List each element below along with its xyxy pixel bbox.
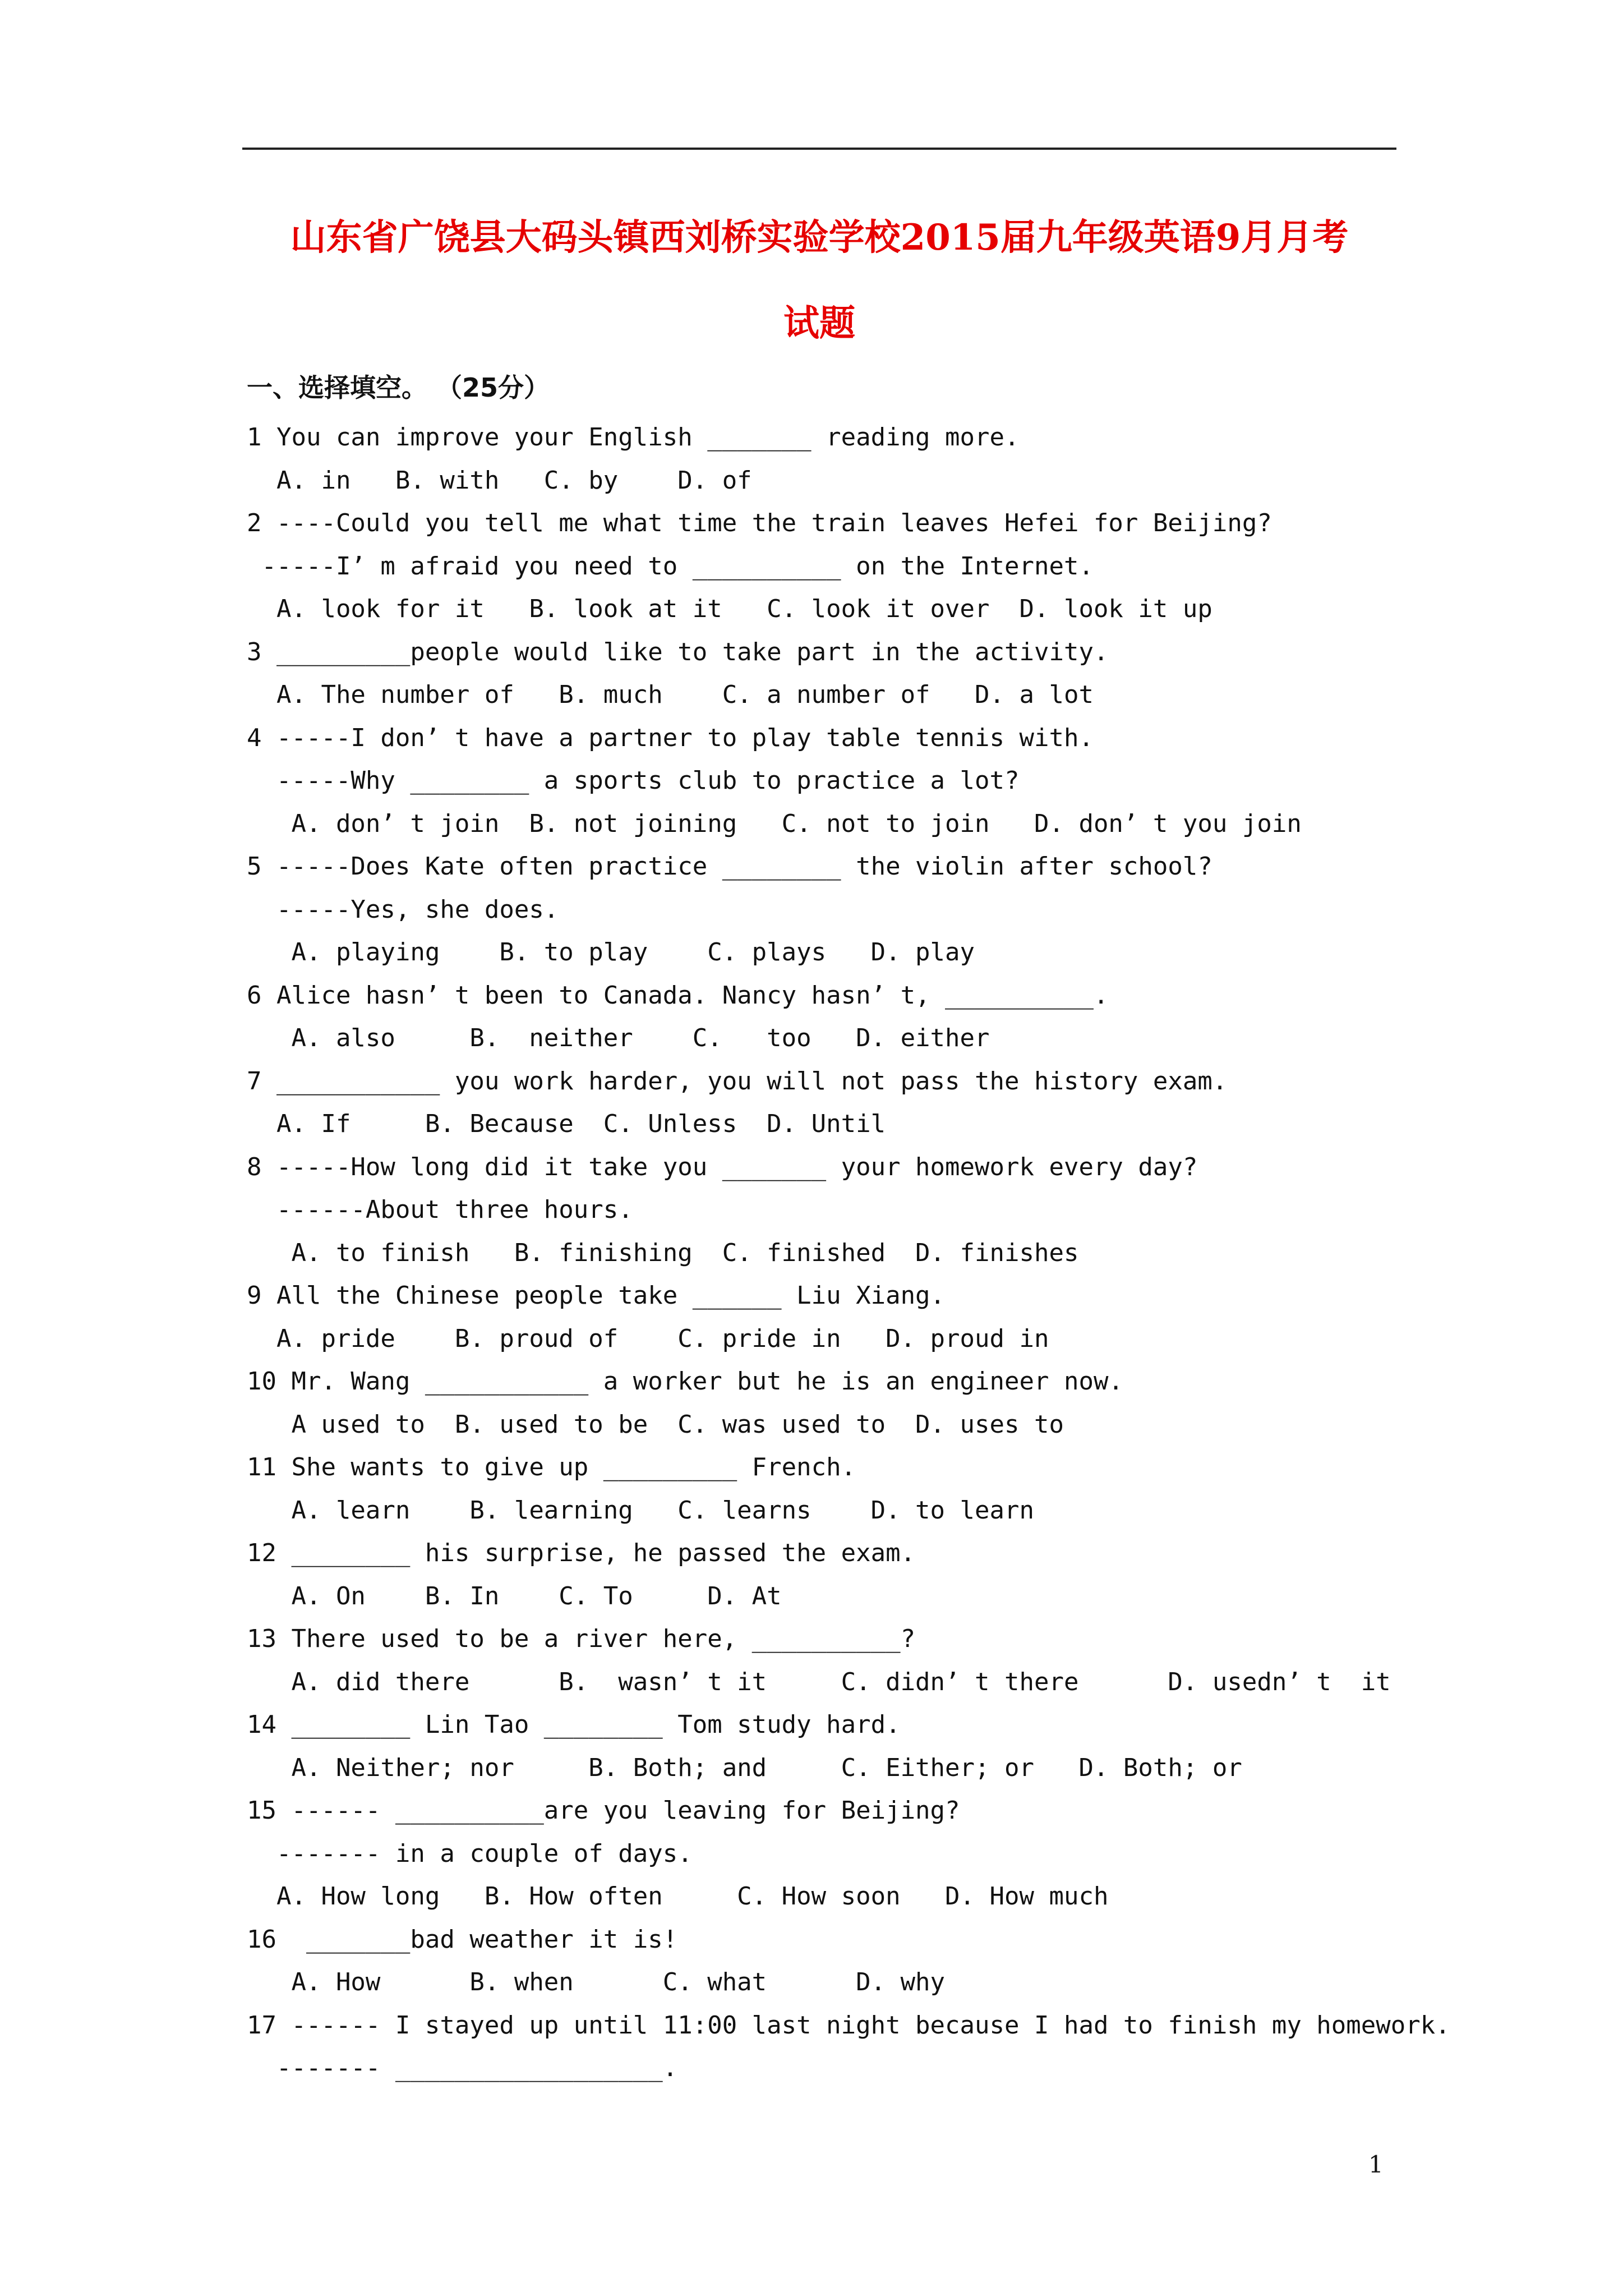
question-line: A. playing B. to play C. plays D. play xyxy=(247,938,975,967)
question-line: 13 There used to be a river here, __________? xyxy=(247,1625,916,1653)
document-title-line-1: 山东省广饶县大码头镇西刘桥实验学校2015届九年级英语9月月考 xyxy=(290,217,1349,259)
question-line: 16 _______bad weather it is! xyxy=(247,1925,678,1954)
question-line: 7 ___________ you work harder, you will not pass the history exam. xyxy=(247,1066,1228,1096)
question-line: 5 -----Does Kate often practice ________ the violin after school? xyxy=(247,852,1212,881)
question-line: 12 ________ his surprise, he passed the exam. xyxy=(247,1539,916,1567)
question-line: ------- __________________. xyxy=(247,2054,678,2082)
question-line: A. How long B. How often C. How soon D. How much xyxy=(247,1882,1109,1911)
question-line: A. pride B. proud of C. pride in D. proud in xyxy=(247,1324,1049,1353)
page-number: 1 xyxy=(1368,2151,1384,2178)
question-line: 14 ________ Lin Tao ________ Tom study hard. xyxy=(247,1710,901,1739)
question-line: -----Why ________ a sports club to practice a lot? xyxy=(247,766,1020,795)
question-line: A. On B. In C. To D. At xyxy=(247,1581,782,1611)
question-line: A. If B. Because C. Unless D. Until xyxy=(247,1110,886,1138)
question-line: 3 _________people would like to take part in the activity. xyxy=(247,637,1109,666)
question-list xyxy=(247,416,1450,2090)
question-line: ------- in a couple of days. xyxy=(247,1839,693,1868)
question-line: A. also B. neither C. too D. either xyxy=(247,1024,990,1052)
question-line: A. learn B. learning C. learns D. to learn xyxy=(247,1496,1034,1525)
question-line: 4 -----I don’ t have a partner to play table tennis with. xyxy=(247,723,1094,752)
question-line: 9 All the Chinese people take ______ Liu Xiang. xyxy=(247,1281,946,1310)
question-line: 8 -----How long did it take you _______ your homework every day? xyxy=(247,1152,1198,1181)
document-title-line-2: 试题 xyxy=(783,302,855,344)
question-line: A. The number of B. much C. a number of D. a lot xyxy=(247,680,1094,709)
question-line: -----Yes, she does. xyxy=(247,895,559,924)
header-rule xyxy=(242,148,1396,150)
question-line: 1 You can improve your English _______ reading more. xyxy=(247,423,1020,452)
question-line: A. in B. with C. by D. of xyxy=(247,466,752,495)
question-line: A used to B. used to be C. was used to D. uses to xyxy=(247,1410,1064,1439)
question-line: A. did there B. wasn’ t it C. didn’ t there D. usedn’ t it xyxy=(247,1667,1391,1696)
question-line: A. don’ t join B. not joining C. not to join D. don’ t you join xyxy=(247,809,1302,838)
question-line: -----I’ m afraid you need to __________ on the Internet. xyxy=(247,551,1094,581)
question-line: A. How B. when C. what D. why xyxy=(247,1968,946,1996)
question-line: ------About three hours. xyxy=(247,1195,633,1224)
question-line: 10 Mr. Wang ___________ a worker but he is an engineer now. xyxy=(247,1367,1123,1396)
question-line: A. Neither; nor B. Both; and C. Either; or D. Both; or xyxy=(247,1753,1242,1782)
question-line: A. look for it B. look at it C. look it over D. look it up xyxy=(247,595,1212,623)
question-line: A. to finish B. finishing C. finished D. finishes xyxy=(247,1238,1079,1267)
question-line: 17 ------ I stayed up until 11:00 last night because I had to finish my homework. xyxy=(247,2010,1450,2040)
section-heading: 一、选择填空。 （25分） xyxy=(247,372,550,403)
question-line: 6 Alice hasn’ t been to Canada. Nancy hasn’ t, __________. xyxy=(247,981,1109,1010)
question-line: 15 ------ __________are you leaving for Beijing? xyxy=(247,1796,960,1825)
question-line: 11 She wants to give up _________ French. xyxy=(247,1453,856,1481)
question-line: 2 ----Could you tell me what time the train leaves Hefei for Beijing? xyxy=(247,509,1272,537)
